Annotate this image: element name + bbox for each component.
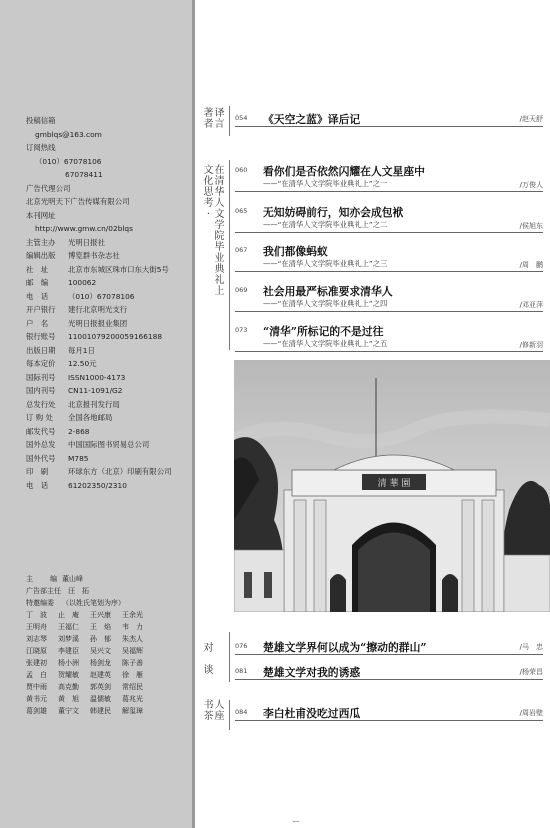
staff-name: 吴福辉: [122, 647, 143, 655]
staff-name: 赵建英: [90, 671, 111, 679]
info-row: [26, 344, 192, 358]
info-row: [26, 398, 192, 412]
info-value: M785: [68, 453, 89, 463]
info-key: 国际刊号: [26, 372, 56, 382]
article-subtitle: ——“在清华人文学院毕业典礼上”之五: [263, 339, 388, 348]
article-author: /周 鹏: [519, 261, 543, 269]
staff-name: 葛剑雄: [26, 707, 47, 715]
staff-name: 刘梦溪: [58, 635, 79, 643]
page-number: 065: [235, 207, 248, 215]
staff-name: 贾中雨: [26, 683, 47, 691]
page-number: 084: [235, 708, 248, 716]
publication-info: [26, 114, 192, 492]
staff-name: 刘志琴: [26, 635, 47, 643]
info-key: 邮发代号: [26, 426, 56, 436]
staff-name: 黄 旭: [58, 695, 79, 703]
article-title[interactable]: 无知妨碍前行，知亦会成包袱: [263, 206, 404, 219]
article-author: /赵天舒: [519, 115, 543, 123]
submit-email: gmblqs@163.com: [35, 129, 102, 139]
article-title[interactable]: 李白杜甫没吃过西瓜: [263, 707, 361, 720]
website-url: http://www.gmw.cn/02blqs: [35, 224, 133, 233]
staff-name: 丁 波: [26, 611, 47, 619]
info-key: 每本定价: [26, 359, 56, 368]
entry-rule: [235, 679, 543, 680]
names-row: [26, 669, 192, 681]
article-author: /邓亚萍: [519, 301, 543, 309]
staff-value: 董山峰: [62, 575, 83, 583]
info-key: 邮 编: [26, 278, 49, 287]
info-label: 广告代理公司: [26, 183, 71, 193]
staff-name: 李建臣: [58, 647, 79, 655]
names-row: [26, 645, 192, 657]
article-title[interactable]: 社会用最严标准要求清华人: [263, 285, 393, 298]
staff-name: 陈子善: [122, 659, 143, 667]
info-label: 订阅热线: [26, 143, 56, 152]
info-label: 本刊网址: [26, 210, 56, 220]
staff-name: 董宁文: [58, 707, 79, 715]
names-row: [26, 693, 192, 705]
staff-name: 葛兆光: [122, 695, 143, 703]
page-number: 069: [235, 286, 248, 294]
staff-name: 王福仁: [58, 623, 79, 631]
staff-name: 张建初: [26, 659, 47, 667]
page-number: 060: [235, 166, 248, 174]
info-row: [26, 438, 192, 452]
article-author: /万俊人: [519, 181, 543, 189]
tsinghua-gate-photo: [234, 360, 550, 612]
section-label-translator: 著者译言: [203, 108, 225, 130]
article-title[interactable]: 楚雄文学界何以成为“擦动的群山”: [263, 641, 427, 654]
info-value: 11001079200059166188: [68, 332, 163, 341]
info-key: 印 刷: [26, 467, 49, 476]
info-key: 国外总发: [26, 440, 56, 449]
section-divider: [229, 106, 230, 136]
staff-name: 王兴康: [90, 611, 111, 619]
info-value: 光明日报社: [68, 237, 105, 247]
info-row: [26, 249, 192, 263]
staff-name: 解玺璋: [122, 707, 143, 715]
entry-rule: [235, 311, 543, 312]
names-row: [26, 681, 192, 693]
info-key: 订 购 处: [26, 413, 53, 422]
info-key: 编辑出版: [26, 251, 56, 260]
info-row: [26, 452, 192, 466]
article-title[interactable]: “清华”所标记的不是过往: [263, 325, 384, 338]
sidebar-panel: [0, 0, 192, 828]
page-number: 073: [235, 326, 248, 334]
staff-name: 朱杰人: [122, 635, 143, 643]
info-row: [26, 303, 192, 317]
article-subtitle: ——“在清华人文学院毕业典礼上”之四: [263, 299, 388, 308]
names-row: [26, 657, 192, 669]
editorial-staff: [26, 573, 192, 717]
info-value: 北京报刊发行局: [68, 399, 120, 409]
info-value: （010）67078106: [68, 291, 135, 301]
names-row: [26, 633, 192, 645]
staff-name: 杨小洲: [58, 659, 79, 667]
info-key: 开户银行: [26, 305, 56, 314]
section-divider: [229, 632, 230, 682]
info-row: [26, 384, 192, 398]
section-label-culture: 文化思考·在清华人文学院毕业典礼上: [203, 165, 225, 297]
staff-name: 徐 雁: [122, 671, 143, 679]
entry-rule: [235, 126, 543, 127]
staff-name: 温儒敏: [90, 695, 111, 703]
article-title[interactable]: 《天空之蓝》译后记: [263, 113, 361, 126]
article-subtitle: ——“在清华人文学院毕业典礼上”之二: [263, 220, 388, 229]
staff-key: 广告部主任: [26, 587, 61, 595]
article-author: /修新羽: [519, 341, 543, 349]
staff-name: 孟 白: [26, 671, 47, 679]
info-value: 100062: [68, 278, 97, 287]
article-title[interactable]: 看你们是否依然闪耀在人文星座中: [263, 165, 425, 178]
section-label-dialogue: 对谈: [203, 643, 214, 676]
staff-name: 郭英剑: [90, 683, 111, 691]
hotline-number: 67078411: [65, 170, 103, 179]
info-value: 12.50元: [68, 359, 97, 368]
info-value: 61202350/2310: [68, 480, 127, 490]
page-number: 081: [235, 667, 248, 675]
page-number: 054: [235, 114, 248, 122]
staff-name: 孙 郁: [90, 635, 111, 643]
entry-rule: [235, 271, 543, 272]
info-value: 光明日报报业集团: [68, 318, 128, 328]
names-row: [26, 609, 192, 621]
info-value: 环球东方（北京）印刷有限公司: [68, 467, 172, 476]
staff-name: 常绍民: [122, 683, 143, 691]
info-value: 每月1日: [68, 345, 95, 355]
entry-rule: [235, 191, 543, 192]
staff-name: 杨剑龙: [90, 659, 111, 667]
info-row: [26, 236, 192, 250]
names-row: [26, 621, 192, 633]
article-author: /杨荣昌: [519, 668, 543, 676]
staff-value: （以姓氏笔划为序）: [62, 599, 125, 607]
article-author: /侯旭东: [519, 222, 543, 230]
info-row: [26, 317, 192, 331]
info-row: [26, 263, 192, 277]
article-title[interactable]: 我们都像蚂蚁: [263, 245, 328, 258]
staff-name: 韦 力: [122, 623, 143, 631]
info-row: [26, 276, 192, 290]
staff-name: 王明舟: [26, 623, 47, 631]
info-row: [26, 425, 192, 439]
staff-name: 王余光: [122, 611, 143, 619]
info-key: 户 名: [26, 318, 49, 328]
entry-rule: [235, 720, 543, 721]
page-number: 067: [235, 246, 248, 254]
entry-rule: [235, 232, 543, 233]
staff-name: 高克勤: [58, 683, 79, 691]
info-value: 建行北京明光支行: [68, 305, 128, 314]
hotline-number: （010）67078106: [35, 156, 102, 166]
info-value: 2-868: [68, 426, 90, 436]
info-value: ISSN1000-4173: [68, 372, 126, 382]
gate-plaque-text: 清 華 園: [377, 479, 411, 489]
entry-rule: [235, 654, 543, 655]
info-row: [26, 371, 192, 385]
staff-value: 汪 拓: [68, 587, 89, 595]
entry-rule: [235, 351, 543, 352]
info-key: 总发行处: [26, 399, 56, 409]
info-row: [26, 357, 192, 371]
info-value: CN11-1091/G2: [68, 386, 123, 395]
info-key: 电 话: [26, 291, 49, 301]
info-row: [26, 479, 192, 493]
staff-name: 王 焰: [90, 623, 111, 631]
staff-name: 止 庵: [58, 611, 79, 619]
info-value: 博览群书杂志社: [68, 251, 120, 260]
staff-name: 贺耀敏: [58, 671, 79, 679]
info-row: [26, 465, 192, 479]
article-author: /马 忠: [519, 643, 543, 651]
info-value: 北京市东城区珠市口东大街5号: [68, 264, 169, 274]
section-divider: [229, 160, 230, 350]
section-divider: [229, 700, 230, 730]
page-number: 076: [235, 642, 248, 650]
staff-key: 主 编: [26, 575, 62, 583]
page-marker: ー: [292, 817, 300, 826]
article-subtitle: ——“在清华人文学院毕业典礼上”之三: [263, 259, 388, 268]
ad-agent: 北京光明天下广告传媒有限公司: [26, 197, 130, 206]
staff-name: 江晓原: [26, 647, 47, 655]
names-row: [26, 705, 192, 717]
article-author: /周岩壁: [519, 709, 543, 717]
staff-name: 韩建民: [90, 707, 111, 715]
info-value: 全国各地邮局: [68, 413, 113, 422]
staff-name: 黄书元: [26, 695, 47, 703]
info-row: [26, 330, 192, 344]
info-key: 银行账号: [26, 332, 56, 341]
info-key: 国内刊号: [26, 386, 56, 395]
info-value: 中国国际图书贸易总公司: [68, 440, 150, 449]
staff-name: 吴兴文: [90, 647, 111, 655]
info-key: 国外代号: [26, 453, 56, 463]
info-key: 主管主办: [26, 237, 56, 247]
info-key: 电 话: [26, 480, 49, 490]
article-title[interactable]: 楚雄文学对我的诱惑: [263, 666, 361, 679]
info-row: [26, 290, 192, 304]
staff-key: 特邀编委: [26, 599, 54, 607]
info-row: [26, 411, 192, 425]
article-subtitle: ——“在清华人文学院毕业典礼上”之一: [263, 179, 388, 188]
section-label-tea: 书茶人座: [203, 700, 225, 722]
info-key: 出版日期: [26, 345, 56, 355]
info-label: 投稿信箱: [26, 116, 56, 125]
info-key: 社 址: [26, 264, 49, 274]
